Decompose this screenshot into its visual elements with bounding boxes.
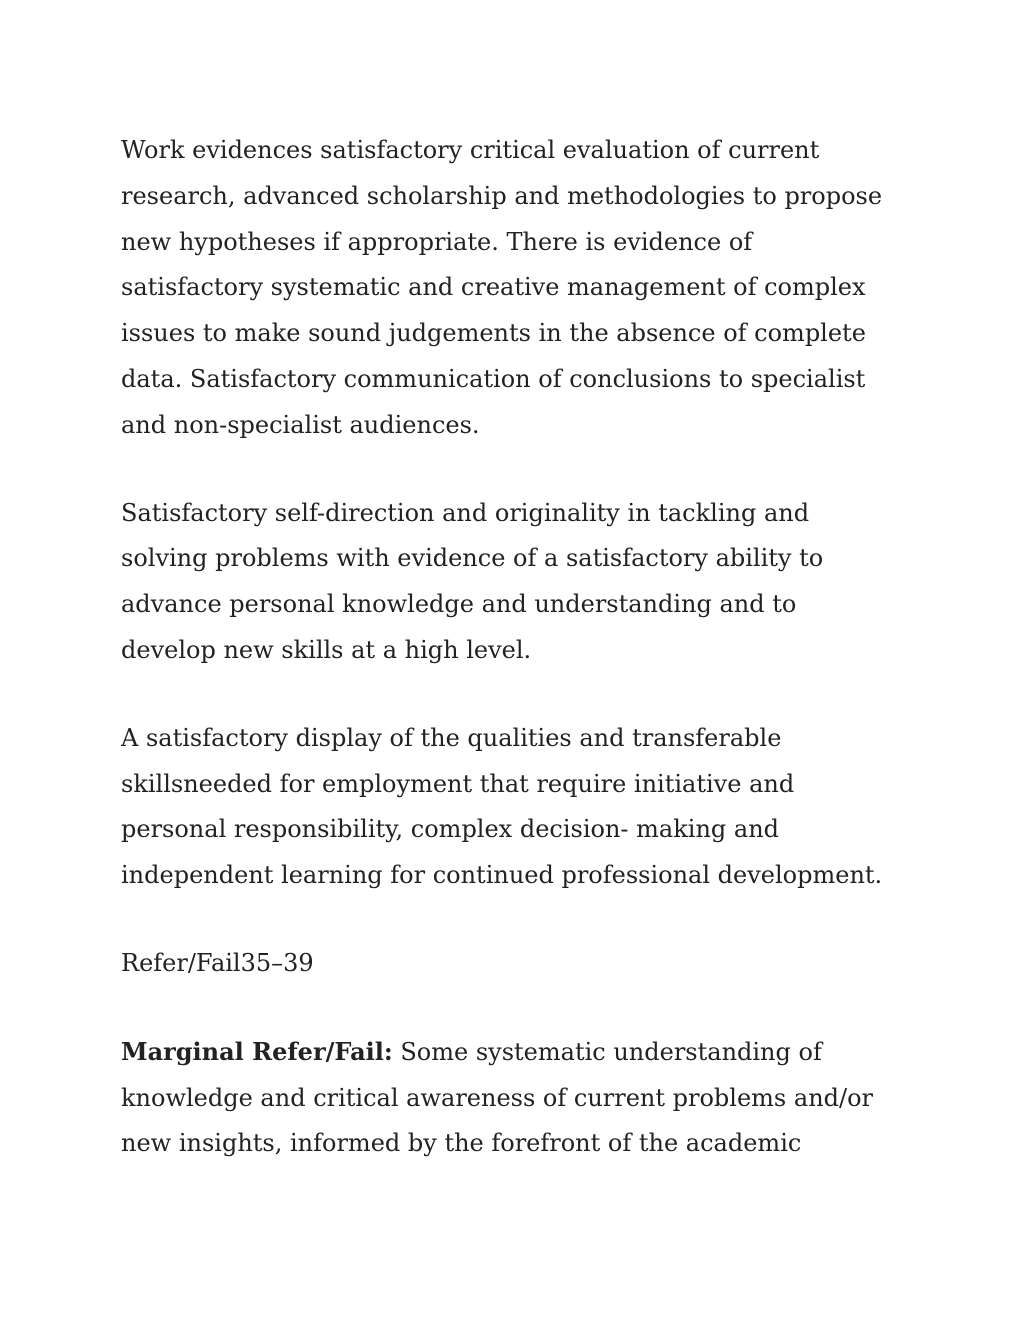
text-line: develop new skills at a high level. (121, 635, 532, 664)
text-line: knowledge and critical awareness of current problems and/or (121, 1083, 874, 1112)
grade-band-heading (121, 941, 911, 987)
text-line: and non-specialist audiences. (121, 410, 480, 439)
text-line: skillsneeded for employment that require initiative and (121, 769, 795, 798)
text-line: personal responsibility, complex decision- making and (121, 815, 780, 844)
paragraph-transferable-skills (121, 716, 911, 899)
marginal-first-line: Some systematic understanding of (392, 1037, 822, 1066)
text-line (121, 1029, 911, 1076)
text-line: new hypotheses if appropriate. There is evidence of (121, 227, 753, 256)
text-line: satisfactory systematic and creative management of complex (121, 273, 866, 302)
text-line: A satisfactory display of the qualities and transferable (121, 723, 782, 752)
text-line: Satisfactory self-direction and originality in tackling and (121, 498, 810, 527)
text-line: independent learning for continued professional development. (121, 861, 883, 890)
paragraph-critical-evaluation (121, 128, 911, 449)
text-line: issues to make sound judgements in the absence of complete (121, 319, 866, 348)
paragraph-self-direction (121, 491, 911, 674)
text-line: advance personal knowledge and understanding and to (121, 590, 797, 619)
text-line: solving problems with evidence of a satisfactory ability to (121, 544, 824, 573)
document-body (121, 128, 911, 1209)
text-line: data. Satisfactory communication of conclusions to specialist (121, 364, 866, 393)
marginal-label: Marginal Refer/Fail: (121, 1036, 393, 1066)
text-line: new insights, informed by the forefront of the academic (121, 1129, 802, 1158)
text-line: Refer/Fail35–39 (121, 948, 314, 977)
text-line: Work evidences satisfactory critical evaluation of current (121, 136, 820, 164)
paragraph-marginal-refer-fail (121, 1029, 911, 1167)
text-line: research, advanced scholarship and methodologies to propose (121, 181, 883, 210)
